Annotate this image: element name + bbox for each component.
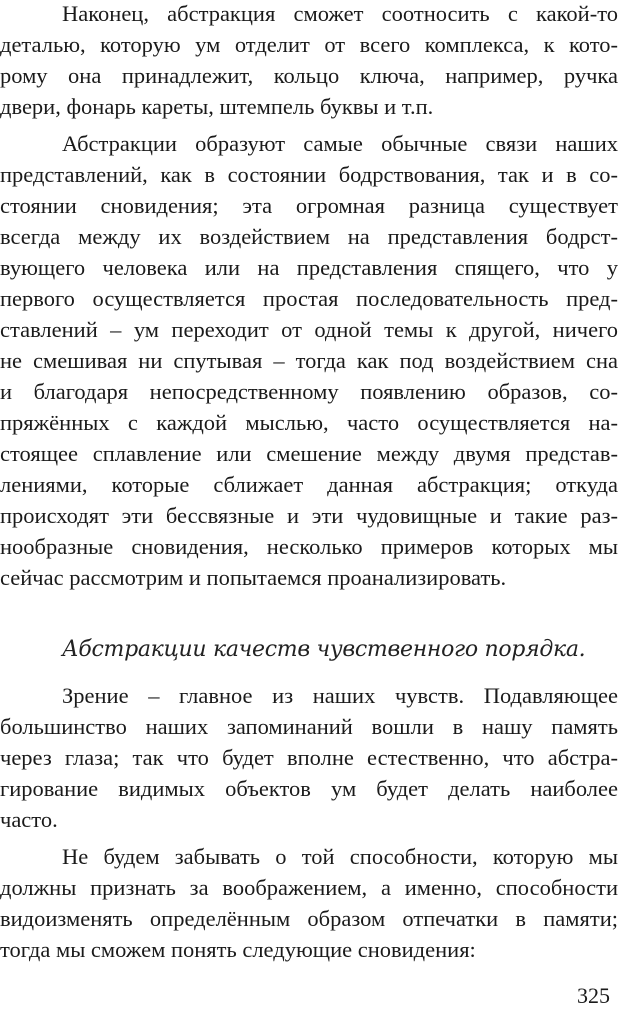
text-line: Не будем забывать о той способности, которую мы [62,844,618,869]
text-line: первого осуществляется простая последовательность пред- [0,286,618,311]
text-line: стоянии сновидения; эта огромная разница существует [0,193,618,218]
text-line: Зрение – главное из наших чувств. Подавляющее [62,683,618,708]
text-line: нообразные сновидения, несколько примеров которых мы [0,534,618,559]
text-line: большинство наших запоминаний вошли в нашу память [0,714,618,739]
text-line: деталью, которую ум отделит от всего комплекса, к кото- [0,32,618,57]
text-line: видоизменять определённым образом отпечатки в памяти; [0,906,618,931]
text-line: сейчас рассмотрим и попытаемся проанализировать. [0,565,507,590]
text-line: и благодаря непосредственному появлению образов, со- [0,379,618,404]
text-line: Наконец, абстракция сможет соотносить с какой-то [62,1,618,26]
text-line: ставлений – ум переходит от одной темы к другой, ничего [0,317,618,342]
text-line: гирование видимых объектов ум будет делать наиболее [0,776,618,801]
text-line: рому она принадлежит, кольцо ключа, например, ручка [0,63,618,88]
text-line: двери, фонарь кареты, штемпель буквы и т.п. [0,94,434,119]
section-heading: Абстракции качеств чувственного порядка. [62,637,586,662]
text-line: часто. [0,807,58,832]
text-line: всегда между их воздействием на представления бодрст- [0,224,618,249]
text-line: лениями, которые сближает данная абстракция; откуда [0,472,618,497]
text-line: не смешивая ни спутывая – тогда как под воздействием сна [0,348,618,373]
text-line: вующего человека или на представления спящего, что у [0,255,618,280]
text-line: происходят эти бессвязные и эти чудовищные и такие раз- [0,503,618,528]
text-line: тогда мы сможем понять следующие сновидения: [0,937,476,962]
text-line: стоящее сплавление или смешение между двумя представ- [0,441,618,466]
text-line: через глаза; так что будет вполне естественно, что абстра- [0,745,618,770]
page-number: 325 [577,983,610,1008]
text-line: должны признать за воображением, а именно, способности [0,875,618,900]
text-line: Абстракции образуют самые обычные связи наших [62,131,618,156]
text-line: представлений, как в состоянии бодрствования, так и в со- [0,162,618,187]
text-line: пряжённых с каждой мыслью, часто осуществляется на- [0,410,618,435]
